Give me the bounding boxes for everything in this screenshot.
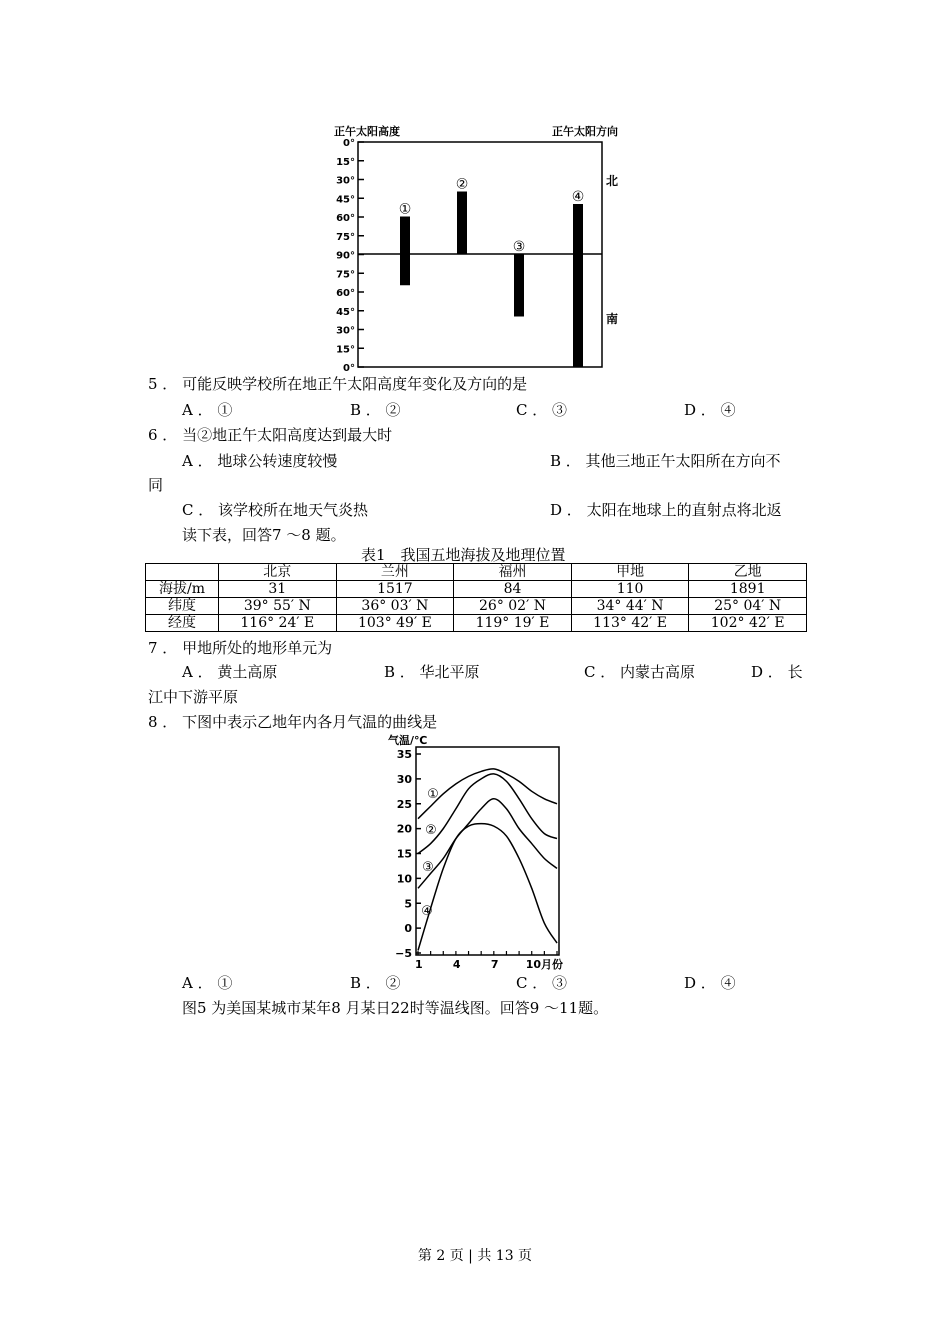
q5-option-a[interactable]: A ． ① [182,401,233,419]
chart1-bar [400,217,410,286]
table-row [146,598,807,615]
chart2-ytick-label: 5 [404,897,412,911]
page-footer: 第 2 页 | 共 13 页 [417,1248,533,1264]
table-cell: 116° 24′ E [219,615,337,632]
chart1-tick-label: 60° [336,213,355,224]
table-cell: 1517 [336,581,454,598]
q6-stem: 6 ． 当②地正午太阳高度达到最大时 [148,426,393,444]
table-cell: 纬度 [146,598,219,615]
q7-option-c[interactable]: C ． 内蒙古高原 [584,663,696,681]
table-cell: 102° 42′ E [689,615,807,632]
q7-option-d[interactable]: D ． 长 [751,663,803,681]
table-header-cell: 北京 [219,564,337,581]
table-cell: 36° 03′ N [336,598,454,615]
chart1-tick-label: 30° [336,175,355,187]
table-cell: 119° 19′ E [454,615,572,632]
q8-option-a[interactable]: A ． ① [182,974,233,992]
q6-option-b[interactable]: B ． 其他三地正午太阳所在方向不 [550,452,781,470]
chart1-tick-label: 45° [336,306,355,318]
table-caption: 表1 我国五地海拔及地理位置 [361,546,566,564]
table-cell: 1891 [689,581,807,598]
chart2-ytick-label: 30 [396,772,412,786]
chart2-curve-label: ① [427,787,439,802]
table-cell: 25° 04′ N [689,598,807,615]
table-row [146,581,807,598]
q7-option-b[interactable]: B ． 华北平原 [384,663,480,681]
chart2-xtick-label: 10月份 [525,958,564,970]
q6-option-a[interactable]: A ． 地球公转速度较慢 [182,452,338,470]
q6-option-d[interactable]: D ． 太阳在地球上的直射点将北返 [550,501,782,519]
table-header-cell: 乙地 [689,564,807,581]
chart1-north: 北 [606,174,619,188]
table-header-cell [146,564,219,581]
chart2-curve-label: ③ [422,860,434,875]
chart2-ytick-label: −5 [395,947,412,960]
table-header-row [146,564,807,581]
q8-option-c[interactable]: C ． ③ [516,974,568,992]
table-cell: 110 [571,581,689,598]
q6-option-b-continued: 同 [148,476,164,494]
chart2-ytick-label: 0 [404,922,412,936]
chart1-marker: ④ [571,189,585,205]
chart1-tick-label: 45° [336,194,355,206]
q5-option-b[interactable]: B ． ② [350,401,401,419]
q5-option-c[interactable]: C ． ③ [516,401,568,419]
sun-altitude-chart [330,118,630,374]
chart1-tick-label: 0° [343,363,355,374]
chart1-tick-label: 60° [336,288,355,299]
q5-option-d[interactable]: D ． ④ [684,401,736,419]
chart2-xtick-label: 4 [452,958,461,970]
q7-option-a[interactable]: A ． 黄土高原 [182,663,278,681]
chart1-bar [457,192,467,255]
temperature-chart [380,730,570,970]
q8-option-b[interactable]: B ． ② [350,974,401,992]
chart1-tick-label: 30° [336,325,355,337]
chart2-ytick-label: 10 [396,872,412,886]
table-cell: 39° 55′ N [219,598,337,615]
chart1-tick-label: 15° [336,344,355,356]
chart1-marker: ① [398,201,412,218]
chart2-ytick-label: 25 [396,797,412,811]
table-cell: 海拔/m [146,581,219,598]
chart2-curve [418,799,557,889]
table-cell: 84 [454,581,572,598]
chart2-curve [418,824,557,951]
chart2-curve-label: ② [425,823,437,838]
chart1-marker: ② [455,176,469,193]
chart2-ytick-label: 35 [396,748,412,761]
chart1-tick-label: 90° [336,250,355,262]
chart1-tick-label: 75° [336,269,355,281]
chart2-ytick-label: 20 [396,822,412,836]
chart1-bar [514,254,524,317]
chart2-xtick-label: 1 [415,958,423,970]
table-header-cell: 甲地 [571,564,689,581]
table-cell: 26° 02′ N [454,598,572,615]
chart2-curve [418,769,557,819]
q6-option-c[interactable]: C ． 该学校所在地天气炎热 [182,501,369,519]
q8-stem: 8 ． 下图中表示乙地年内各月气温的曲线是 [148,713,438,731]
table-cell: 31 [219,581,337,598]
chart2-curve [418,774,557,854]
table-cell: 103° 49′ E [336,615,454,632]
chart2-ytick-label: 15 [396,847,412,861]
chart1-marker: ③ [512,239,526,255]
chart2-xtick-label: 7 [490,958,499,970]
chart1-tick-label: 75° [336,231,355,243]
chart2-curve-label: ④ [421,904,433,919]
fig5-intro: 图5 为美国某城市某年8 月某日22时等温线图。回答9 ～11题。 [182,999,609,1017]
chart2-ylabel: 气温/℃ [388,734,428,747]
table-cell: 113° 42′ E [571,615,689,632]
table-header-cell: 福州 [454,564,572,581]
chart1-bar [573,204,583,367]
q5-stem: 5 ． 可能反映学校所在地正午太阳高度年变化及方向的是 [148,375,528,393]
q7-option-d-continued: 江中下游平原 [148,688,239,706]
geo-table [145,563,807,632]
read-table-instruction: 读下表，回答7 ～8 题。 [182,526,346,544]
table-row [146,615,807,632]
table-cell: 经度 [146,615,219,632]
chart1-right-label: 正午太阳方向 [552,125,618,138]
chart1-south: 南 [606,312,619,326]
chart1-tick-label: 15° [336,156,355,168]
table-header-cell: 兰州 [336,564,454,581]
q7-stem: 7 ． 甲地所处的地形单元为 [148,639,333,657]
table-cell: 34° 44′ N [571,598,689,615]
chart1-left-label: 正午太阳高度 [334,125,400,138]
q8-option-d[interactable]: D ． ④ [684,974,736,992]
chart1-tick-label: 0° [343,138,355,149]
